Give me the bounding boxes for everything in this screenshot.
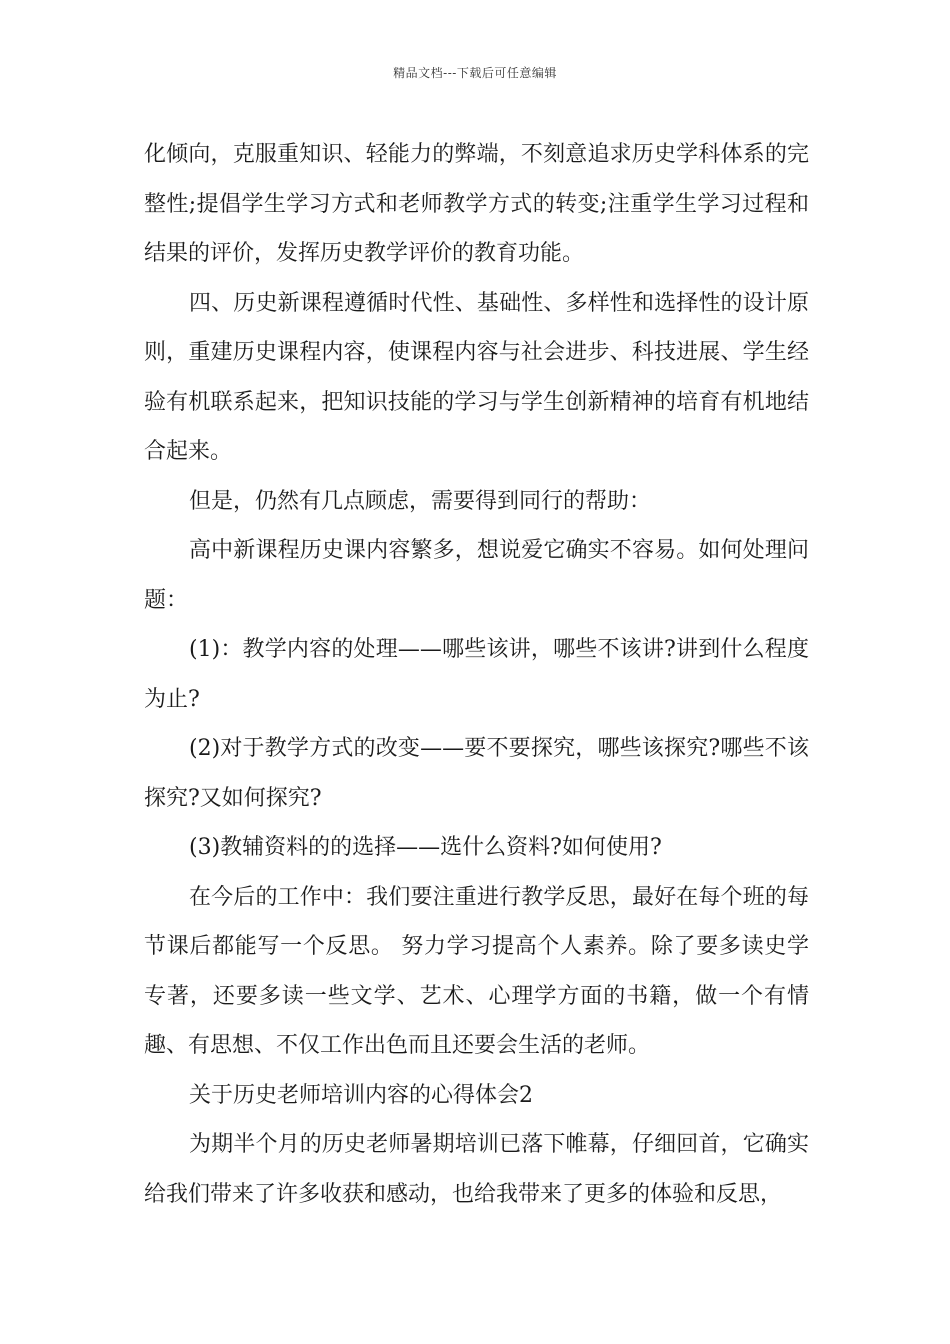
section-heading: 关于历史老师培训内容的心得体会2 <box>189 1082 533 1108</box>
paragraph-item-2: (2)对于教学方式的改变——要不要探究，哪些该探究?哪些不该探究?又如何探究? <box>144 736 809 811</box>
paragraph-concerns: 但是，仍然有几点顾虑，需要得到同行的帮助： <box>189 488 652 514</box>
paragraph-continuation: 化倾向，克服重知识、轻能力的弊端，不刻意追求历史学科体系的完整性;提倡学生学习方式和老师教学方式的转变;注重学生学习过程和结果的评价，发挥历史教学评价的教育功能。 <box>144 142 809 266</box>
paragraph-problem-intro: 高中新课程历史课内容繁多，想说爱它确实不容易。如何处理问题： <box>144 538 809 613</box>
paragraph-future-work: 在今后的工作中：我们要注重进行教学反思，最好在每个班的每节课后都能写一个反思。 努力学习提高个人素养。除了要多读史学专著，还要多读一些文学、艺术、心理学方面的书籍，做一个有情趣、有思想、不仅工作出色而且还要会生活的老师。 <box>144 884 809 1058</box>
page-header: 精品文档---下载后可任意编辑 <box>393 66 557 80</box>
paragraph-point-four: 四、历史新课程遵循时代性、基础性、多样性和选择性的设计原则，重建历史课程内容，使课程内容与社会进步、科技进展、学生经验有机联系起来，把知识技能的学习与学生创新精神的培育有机地结合起来。 <box>144 290 809 464</box>
paragraph-item-1: (1)：教学内容的处理——哪些该讲，哪些不该讲?讲到什么程度为止? <box>144 637 809 712</box>
document-body <box>144 130 809 1219</box>
paragraph-training-summary: 为期半个月的历史老师暑期培训已落下帷幕，仔细回首，它确实给我们带来了许多收获和感动，也给我带来了更多的体验和反思， <box>144 1132 809 1207</box>
paragraph-item-3: (3)教辅资料的的选择——选什么资料?如何使用? <box>189 835 662 860</box>
